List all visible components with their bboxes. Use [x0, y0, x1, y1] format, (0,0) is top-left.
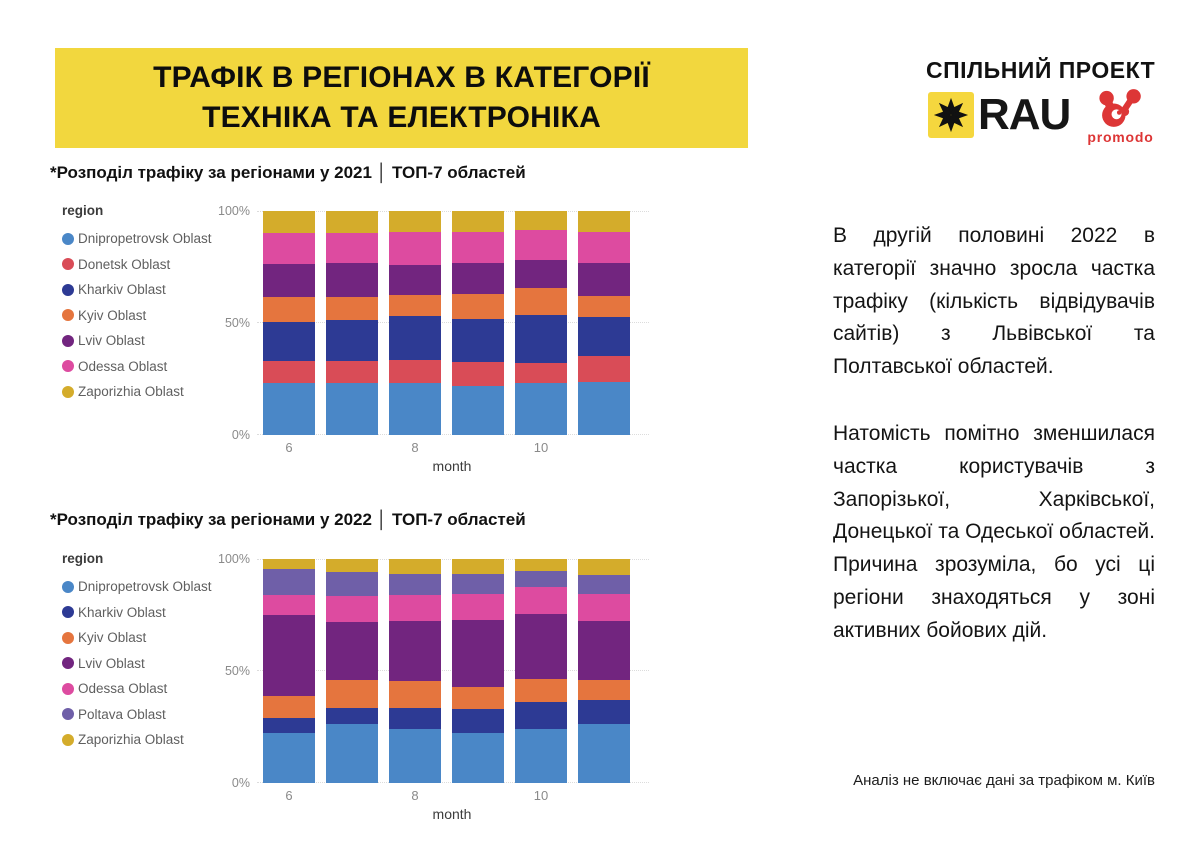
bar-segment — [515, 383, 567, 435]
bars — [263, 211, 641, 435]
bar-segment — [515, 315, 567, 363]
stacked-bar-month-10 — [515, 559, 567, 783]
bar-segment — [389, 211, 441, 232]
legend-item — [62, 277, 262, 303]
legend-label: Zaporizhia Oblast — [78, 384, 184, 400]
legend-color-dot-icon — [62, 657, 74, 669]
legend-color-dot-icon — [62, 734, 74, 746]
y-axis-tick-100: 100% — [218, 204, 250, 218]
legend-color-dot-icon — [62, 386, 74, 398]
bar-segment — [326, 211, 378, 233]
bar-segment — [326, 263, 378, 298]
bar-segment — [326, 297, 378, 319]
bar-segment — [263, 322, 315, 361]
bar-segment — [452, 559, 504, 574]
bar-segment — [389, 595, 441, 621]
x-axis-label: month — [432, 806, 472, 822]
bar-segment — [515, 260, 567, 288]
legend-item — [62, 328, 262, 354]
x-axis-tick: 10 — [533, 440, 549, 455]
bar-segment — [578, 382, 630, 435]
bar-segment — [263, 733, 315, 783]
bar-segment — [515, 363, 567, 383]
x-axis-tick — [326, 440, 378, 455]
stacked-bar-month-8 — [389, 559, 441, 783]
x-axis-label: month — [432, 458, 472, 474]
bar-segment — [326, 233, 378, 262]
bar-segment — [578, 724, 630, 783]
bar-segment — [263, 264, 315, 298]
chart-2022-title: *Розподіл трафіку за регіонами у 2022 │ ТОП-7 областей — [50, 510, 526, 529]
chart-2021-plot — [263, 211, 641, 435]
legend-label: Kyiv Oblast — [78, 630, 147, 646]
bar-segment — [389, 295, 441, 316]
bar-segment — [389, 621, 441, 681]
bar-segment — [263, 233, 315, 263]
rau-logo — [928, 92, 1070, 138]
legend-item — [62, 625, 262, 651]
promodo-icon — [1094, 88, 1148, 128]
legend-label: Kharkiv Oblast — [78, 282, 166, 298]
bar-segment — [452, 263, 504, 294]
legend-label: Kyiv Oblast — [78, 307, 147, 323]
bar-segment — [389, 360, 441, 384]
bar-segment — [578, 356, 630, 383]
bar-segment — [389, 574, 441, 595]
legend-item — [62, 727, 262, 753]
bar-segment — [263, 361, 315, 383]
x-axis-tick: 6 — [285, 788, 293, 803]
bar-segment — [389, 559, 441, 574]
legend-color-dot-icon — [62, 309, 74, 321]
legend-color-dot-icon — [62, 606, 74, 618]
x-axis-tick: 8 — [411, 440, 419, 455]
stacked-bar-month-11 — [578, 559, 630, 783]
bar-segment — [263, 211, 315, 233]
legend-title: region — [62, 203, 104, 218]
bar-segment — [578, 575, 630, 594]
stacked-bar-month-7 — [326, 559, 378, 783]
bar-segment — [515, 587, 567, 614]
bar-segment — [515, 729, 567, 783]
bar-segment — [452, 386, 504, 435]
y-axis-tick-0: 0% — [231, 776, 250, 790]
bar-segment — [452, 733, 504, 783]
bar-segment — [263, 383, 315, 435]
bar-segment — [263, 718, 315, 733]
legend-item — [62, 354, 262, 380]
y-axis-tick-100: 100% — [218, 552, 250, 566]
bar-segment — [578, 700, 630, 724]
legend-color-dot-icon — [62, 581, 74, 593]
bar-segment — [515, 211, 567, 230]
legend-color-dot-icon — [62, 632, 74, 644]
footnote: Аналіз не включає дані за трафіком м. Київ — [853, 772, 1155, 789]
bar-segment — [578, 680, 630, 700]
legend-label: Zaporizhia Oblast — [78, 732, 184, 748]
bar-segment — [515, 702, 567, 729]
legend-color-dot-icon — [62, 683, 74, 695]
legend-color-dot-icon — [62, 258, 74, 270]
bar-segment — [389, 681, 441, 708]
legend-label: Lviv Oblast — [78, 655, 145, 671]
legend-item — [62, 226, 262, 252]
title-banner — [55, 48, 748, 148]
bar-segment — [452, 362, 504, 386]
legend-color-dot-icon — [62, 284, 74, 296]
rau-logo-text: RAU — [978, 90, 1071, 139]
joint-project-label: СПІЛЬНИЙ ПРОЕКТ — [926, 57, 1156, 83]
stacked-bar-month-8 — [389, 211, 441, 435]
bar-segment — [263, 696, 315, 718]
x-axis-tick: 6 — [285, 440, 293, 455]
bar-segment — [263, 569, 315, 595]
page-title-line2: ТЕХНІКА ТА ЕЛЕКТРОНІКА — [202, 101, 601, 134]
promodo-logo — [1083, 88, 1158, 145]
bar-segment — [515, 614, 567, 679]
legend-item — [62, 574, 262, 600]
bars — [263, 559, 641, 783]
chart-2021-title: *Розподіл трафіку за регіонами у 2021 │ ТОП-7 областей — [50, 163, 526, 182]
commentary-paragraph-1: В другій половині 2022 в категорії значно зросла частка трафіку (кількість відвідувачів сайтів) з Львівської та Полтавської областей. — [833, 224, 1155, 378]
legend-label: Kharkiv Oblast — [78, 604, 166, 620]
legend-label: Odessa Oblast — [78, 681, 168, 697]
bar-segment — [452, 574, 504, 594]
bar-segment — [452, 319, 504, 363]
x-axis-tick — [578, 788, 630, 803]
bar-segment — [389, 383, 441, 435]
legend-item — [62, 676, 262, 702]
bar-segment — [452, 294, 504, 319]
bar-segment — [389, 708, 441, 729]
bar-segment — [515, 679, 567, 703]
legend-color-dot-icon — [62, 233, 74, 245]
bar-segment — [452, 709, 504, 733]
legend-label: Donetsk Oblast — [78, 256, 171, 272]
legend-item — [62, 702, 262, 728]
commentary-paragraph-2: Натомість помітно зменшилася частка користувачів з Запорізької, Харківської, Донецької та Одеської областей. Причина зрозуміла, бо усі ці регіони знаходяться у зоні активних бойових дій. — [833, 422, 1155, 642]
chart-2022-x-ticks — [263, 788, 630, 803]
bar-segment — [515, 288, 567, 315]
legend-item — [62, 252, 262, 278]
bar-segment — [326, 559, 378, 572]
legend-title: region — [62, 551, 104, 566]
bar-segment — [515, 230, 567, 260]
legend-label: Dnipropetrovsk Oblast — [78, 579, 212, 595]
stacked-bar-month-6 — [263, 559, 315, 783]
legend-label: Lviv Oblast — [78, 333, 145, 349]
x-axis-tick: 8 — [411, 788, 419, 803]
bar-segment — [515, 559, 567, 571]
bar-segment — [263, 595, 315, 615]
stacked-bar-month-9 — [452, 211, 504, 435]
bar-segment — [578, 594, 630, 621]
legend-color-dot-icon — [62, 360, 74, 372]
bar-segment — [452, 211, 504, 232]
stacked-bar-month-7 — [326, 211, 378, 435]
bar-segment — [389, 265, 441, 295]
bar-segment — [326, 724, 378, 783]
bar-segment — [326, 320, 378, 361]
stacked-bar-month-9 — [452, 559, 504, 783]
bar-segment — [578, 296, 630, 317]
bar-segment — [326, 622, 378, 680]
stacked-bar-month-10 — [515, 211, 567, 435]
legend-label: Dnipropetrovsk Oblast — [78, 231, 212, 247]
page-title-line1: ТРАФІК В РЕГІОНАХ В КАТЕГОРІЇ — [153, 60, 650, 94]
bar-segment — [578, 621, 630, 680]
bar-segment — [326, 361, 378, 383]
stacked-bar-month-11 — [578, 211, 630, 435]
chart-2021-x-ticks — [263, 440, 630, 455]
chart-2021-legend — [62, 203, 262, 405]
x-axis-tick — [326, 788, 378, 803]
legend-color-dot-icon — [62, 335, 74, 347]
bar-segment — [326, 572, 378, 596]
bar-segment — [578, 317, 630, 355]
x-axis-tick — [452, 788, 504, 803]
bar-segment — [389, 316, 441, 360]
promodo-logo-text: promodo — [1087, 129, 1154, 145]
chart-2022-legend — [62, 551, 262, 753]
bar-segment — [578, 211, 630, 232]
y-axis-tick-0: 0% — [231, 428, 250, 442]
bar-segment — [263, 297, 315, 322]
bar-segment — [326, 596, 378, 622]
x-axis-tick — [578, 440, 630, 455]
legend-label: Poltava Oblast — [78, 706, 166, 722]
bar-segment — [578, 559, 630, 575]
y-axis-tick-50: 50% — [224, 664, 250, 678]
bar-segment — [452, 620, 504, 687]
legend-item — [62, 379, 262, 405]
bar-segment — [389, 232, 441, 264]
bar-segment — [263, 559, 315, 569]
bar-segment — [389, 729, 441, 783]
legend-item — [62, 600, 262, 626]
bar-segment — [326, 680, 378, 708]
x-axis-tick: 10 — [533, 788, 549, 803]
chart-2022-plot — [263, 559, 641, 783]
bar-segment — [326, 708, 378, 724]
stacked-bar-month-6 — [263, 211, 315, 435]
bar-segment — [263, 615, 315, 696]
bar-segment — [515, 571, 567, 587]
y-axis-tick-50: 50% — [224, 316, 250, 330]
legend-color-dot-icon — [62, 708, 74, 720]
bar-segment — [326, 383, 378, 435]
bar-segment — [578, 232, 630, 262]
bar-segment — [452, 687, 504, 709]
bar-segment — [452, 232, 504, 262]
x-axis-tick — [452, 440, 504, 455]
rau-star-icon — [928, 92, 974, 138]
legend-label: Odessa Oblast — [78, 358, 168, 374]
bar-segment — [578, 263, 630, 297]
bar-segment — [452, 594, 504, 620]
